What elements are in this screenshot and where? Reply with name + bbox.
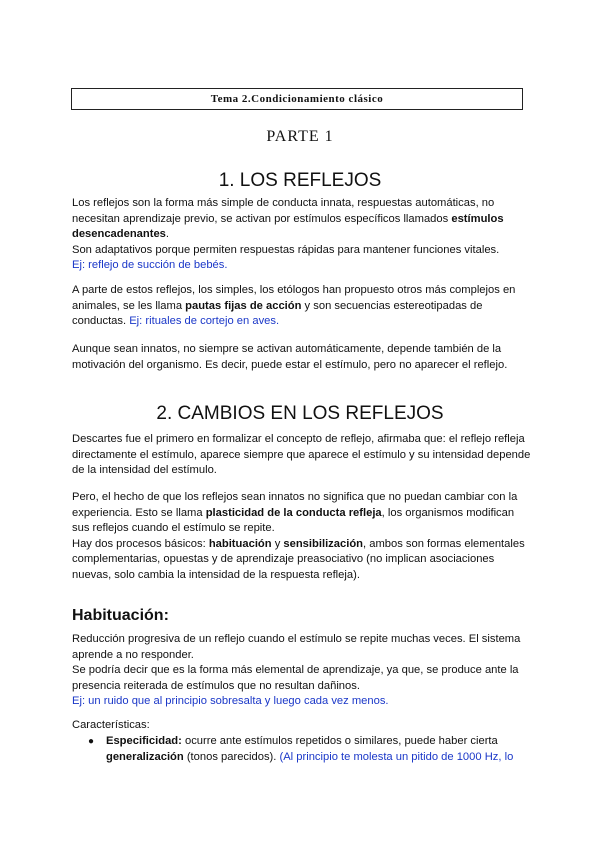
text-span: ocurre ante estímulos repetidos o similares, puede haber cierta (181, 735, 498, 747)
bullet-icon: ● (88, 736, 95, 747)
section-1-title: 1. LOS REFLEJOS (218, 170, 382, 191)
text-line (72, 314, 534, 330)
text-line: Se podría decir que es la forma más elemental de aprendizaje, ya que, se produce ante la (72, 664, 519, 676)
text-line: Descartes fue el primero en formalizar el concepto de reflejo, afirmaba que: el reflejo refleja (72, 433, 525, 445)
text-line: nuevas, solo cambia la intensidad de la respuesta refleja). (72, 568, 360, 581)
text-line: Características: (72, 719, 150, 731)
text-line (72, 537, 534, 553)
example-text: Ej: rituales de cortejo en aves. (129, 315, 280, 327)
bold-term: generalización (106, 750, 184, 763)
section-2-title: 2. CAMBIOS EN LOS REFLEJOS (156, 403, 444, 424)
header-title-box (71, 88, 523, 110)
text-line: directamente el estímulo, aparece siempre que aparece el estímulo y su intensidad depende (72, 448, 531, 461)
example-text: (Al principio te molesta un pitido de 1000 Hz, lo (279, 750, 514, 763)
text-span: animales, se les llama (72, 299, 186, 312)
text-span: necesitan aprendizaje previo, se activan por estímulos específicos llamados (72, 212, 452, 225)
text-span: . (165, 228, 170, 240)
example-text: Ej: reflejo de succión de bebés. (72, 259, 228, 271)
text-line (72, 299, 534, 315)
text-line: presencia reiterada de estímulos que no resultan dañinos. (72, 679, 360, 692)
bold-term: habituación (208, 537, 272, 550)
example-text: Ej: un ruido que al principio sobresalta y luego cada vez menos. (72, 695, 389, 707)
text-line: aprende a no responder. (72, 648, 194, 661)
habituacion-heading: Habituación: (72, 607, 169, 624)
section-2-paragraph-1 (72, 432, 534, 479)
text-span: , ambos son formas elementales (363, 537, 525, 550)
text-line: complementarias, opuestas y de aprendizaje preasociativo (no implican asociaciones (72, 553, 495, 565)
text-line: Los reflejos son la forma más simple de conducta innata, respuestas automáticas, no (72, 197, 495, 209)
text-span: , los organismos modifican (381, 506, 515, 519)
text-span: y (271, 537, 284, 550)
text-line (72, 227, 534, 243)
text-line: Son adaptativos porque permiten respuestas rápidas para mantener funciones vitales. (72, 243, 500, 256)
text-span: y son secuencias estereotipadas de (301, 299, 483, 312)
text-line (72, 212, 534, 228)
bold-term: desencadenantes (72, 228, 166, 240)
bold-term: plasticidad de la conducta refleja (205, 506, 382, 519)
text-line: Aunque sean innatos, no siempre se activan automáticamente, depende también de la (72, 343, 502, 355)
text-line: de la intensidad del estímulo. (72, 464, 217, 476)
section-1-paragraph-2 (72, 283, 534, 330)
section-2-paragraph-2 (72, 490, 534, 583)
text-span: experiencia. Esto se llama (72, 506, 206, 519)
text-line: Reducción progresiva de un reflejo cuando el estímulo se repite muchas veces. El sistema (72, 633, 521, 645)
text-line: Pero, el hecho de que los reflejos sean innatos no significa que no puedan cambiar con la (72, 491, 518, 503)
list-item-text (106, 734, 536, 765)
bold-term: sensibilización (283, 537, 363, 550)
section-1-paragraph-3 (72, 342, 534, 373)
text-line (106, 750, 536, 766)
text-line: sus reflejos cuando el estímulo se repite. (72, 522, 275, 534)
bold-term: pautas fijas de acción (185, 299, 302, 312)
text-span: conductas. (72, 315, 130, 327)
habituacion-paragraph-1 (72, 632, 534, 710)
section-1-paragraph-1 (72, 196, 534, 274)
bold-term: estímulos (451, 212, 504, 225)
text-line: A parte de estos reflejos, los simples, los etólogos han propuesto otros más complejos en (72, 284, 516, 296)
text-line (106, 734, 536, 750)
parte-heading: PARTE 1 (266, 128, 334, 145)
text-span: Hay dos procesos básicos: (72, 537, 209, 550)
text-span: (tonos parecidos). (183, 750, 280, 763)
caracteristicas-label (72, 718, 534, 734)
text-line: motivación del organismo. Es decir, puede estar el estímulo, pero no aparecer el reflejo. (72, 358, 508, 371)
header-title: Tema 2.Condicionamiento clásico (210, 93, 384, 105)
text-line (72, 506, 534, 522)
bold-term: Especificidad: (106, 735, 182, 747)
